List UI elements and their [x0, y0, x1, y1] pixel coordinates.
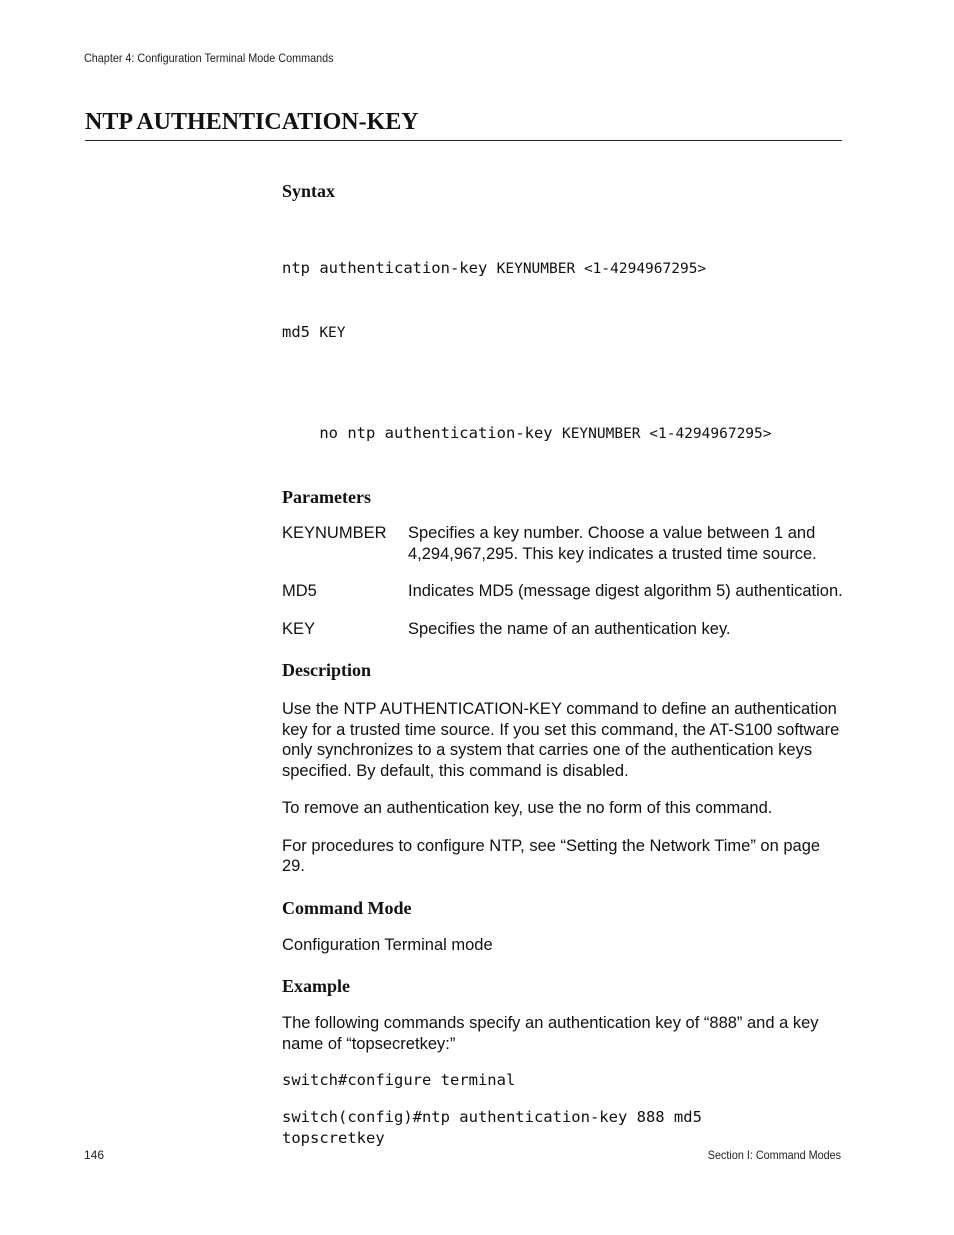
description-heading: Description: [282, 660, 371, 680]
page-title: NTP AUTHENTICATION-KEY: [85, 108, 842, 141]
syntax-line-2: md5 KEY: [282, 323, 346, 341]
running-header: Chapter 4: Configuration Terminal Mode Commands: [84, 51, 334, 65]
command-mode-text: Configuration Terminal mode: [282, 935, 493, 954]
param-desc: Specifies a key number. Choose a value between 1 and 4,294,967,295. This key indicates a trusted time source.: [408, 524, 817, 563]
running-footer: Section I: Command Modes: [707, 1148, 841, 1162]
example-command: switch(config)#ntp authentication-key 888 md5 topscretkey: [282, 1108, 712, 1147]
parameters-heading: Parameters: [282, 487, 371, 507]
param-row: [282, 523, 847, 564]
param-desc: Indicates MD5 (message digest algorithm 5) authentication.: [408, 582, 843, 600]
command-mode-heading: Command Mode: [282, 897, 412, 918]
param-row: [282, 619, 847, 640]
description-paragraph: Use the NTP AUTHENTICATION-KEY command to define an authentication key for a trusted time source. If you set this command, the AT-S100 software only synchronizes to a system that carries one of the authentication keys specified. By default, this command is disabled.: [282, 700, 840, 780]
param-desc: Specifies the name of an authentication key.: [408, 619, 731, 638]
syntax-block: [282, 216, 847, 386]
description-paragraph: For procedures to configure NTP, see “Setting the Network Time” on page 29.: [282, 836, 821, 875]
example-heading: Example: [282, 976, 351, 996]
example-command: switch#configure terminal: [282, 1071, 516, 1089]
page-number: 146: [84, 1148, 105, 1162]
main-content: [282, 180, 847, 1149]
example-intro: The following commands specify an authentication key of “888” and a key name of “topsecretkey:”: [282, 1014, 819, 1053]
param-name: MD5: [282, 582, 317, 600]
syntax-line-1: ntp authentication-key KEYNUMBER <1-4294967295>: [282, 259, 707, 277]
syntax-heading: Syntax: [282, 181, 336, 201]
description-paragraph: To remove an authentication key, use the no form of this command.: [282, 799, 773, 817]
param-name: KEYNUMBER: [282, 524, 387, 542]
param-name: KEY: [282, 619, 316, 638]
syntax-no-form: no ntp authentication-key KEYNUMBER <1-4294967295>: [319, 424, 772, 442]
param-row: [282, 581, 847, 602]
